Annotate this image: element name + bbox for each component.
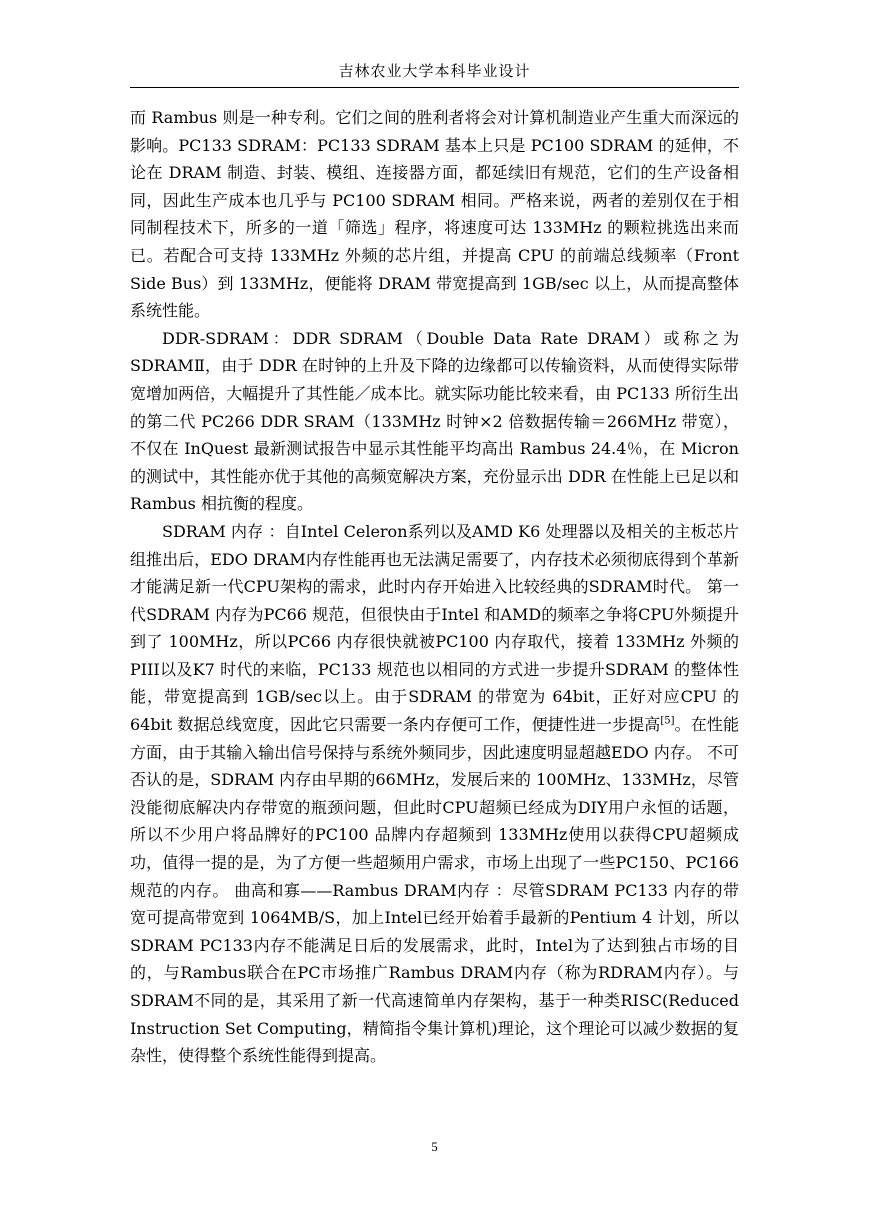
paragraph-pc133-sdram: 而 Rambus 则是一种专利。它们之间的胜利者将会对计算机制造业产生重大而深远的影响。PC133 SDRAM：PC133 SDRAM 基本上只是 PC100 SDRAM 的延伸，不论在 DRAM 制造、封装、模组、连接器方面，都延续旧有规范，它们的生产设备相同，因此生产成本也几乎与 PC100 SDRAM 相同。严格来说，两者的差别仅在于相同制程技术下，所多的一道「筛选」程序，将速度可达 133MHz 的颗粒挑选出来而已。若配合可支持 133MHz 外频的芯片组，并提高 CPU 的前端总线频率（Front Side Bus）到 133MHz，便能将 DRAM 带宽提高到 1GB/sec 以上，从而提高整体系统性能。: [130, 108, 739, 321]
paragraph-text: SDRAM 内存 ：自Intel Celeron系列以及AMD K6 处理器以及相关的主板芯片组推出后，EDO DRAM内存性能再也无法满足需要了，内存技术必须彻底得到个革新才能满足新一代CPU架构的需求，此时内存开始进入比较经典的SDRAM时代。 第一代SDRAM 内存为PC66 规范，但很快由于Intel 和AMD的频率之争将CPU外频提升到了 100MHz，所以PC66 内存很快就被PC100 内存取代，接着 133MHz 外频的PIII以及K7 时代的来临，PC133 规范也以相同的方式进一步提升SDRAM 的整体性能，带宽提高到 1GB/sec以上。由于SDRAM 的带宽为 64bit，正好对应CPU 的 64bit 数据总线宽度，因此它只需要一条内存便可工作，便捷性进一步提高: [130, 521, 739, 735]
paragraph-ddr-sdram: DDR-SDRAM：DDR SDRAM（Double Data Rate DRAM）或称之为 SDRAMⅡ，由于 DDR 在时钟的上升及下降的边缘都可以传输资料，从而使得实际带宽增加两倍，大幅提升了其性能／成本比。就实际功能比较来看，由 PC133 所衍生出的第二代 PC266 DDR SRAM（133MHz 时钟×2 倍数据传输＝266MHz 带宽），不仅在 InQuest 最新测试报告中显示其性能平均高出 Rambus 24.4％，在 Micron 的测试中，其性能亦优于其他的高频宽解决方案，充份显示出 DDR 在性能上已足以和 Rambus 相抗衡的程度。: [130, 328, 739, 514]
header-title: 吉林农业大学本科毕业设计: [338, 62, 531, 80]
paragraph-sdram-memory: [130, 518, 739, 1070]
page-header: [130, 60, 739, 88]
body-text: [130, 104, 739, 1070]
citation-reference: [5]: [660, 715, 675, 727]
paragraph-text: 。在性能方面，由于其输入输出信号保持与系统外频同步，因此速度明显超越EDO 内存。 不可否认的是，SDRAM 内存由早期的66MHz，发展后来的 100MHz、133MHz，尽管没能彻底解决内存带宽的瓶颈问题，但此时CPU超频已经成为DIY用户永恒的话题，所以不少用户将品牌好的PC100 品牌内存超频到 133MHz使用以获得CPU超频成功，值得一提的是，为了方便一些超频用户需求，市场上出现了一些PC150、PC166 规范的内存。 曲高和寡——Rambus DRAM内存 ：尽管SDRAM PC133 内存的带宽可提高带宽到 1064MB/S，加上Intel已经开始着手最新的Pentium 4 计划，所以SDRAM PC133内存不能满足日后的发展需求，此时，Intel为了达到独占市场的目的，与Rambus联合在PC市场推广Rambus DRAM内存（称为RDRAM内存）。与SDRAM不同的是，其采用了新一代高速简单内存架构，基于一种类RISC(Reduced Instruction Set Computing，精简指令集计算机)理论，这个理论可以减少数据的复杂性，使得整个系统性能得到提高。: [130, 715, 739, 1066]
page-number: 5: [431, 1139, 438, 1154]
